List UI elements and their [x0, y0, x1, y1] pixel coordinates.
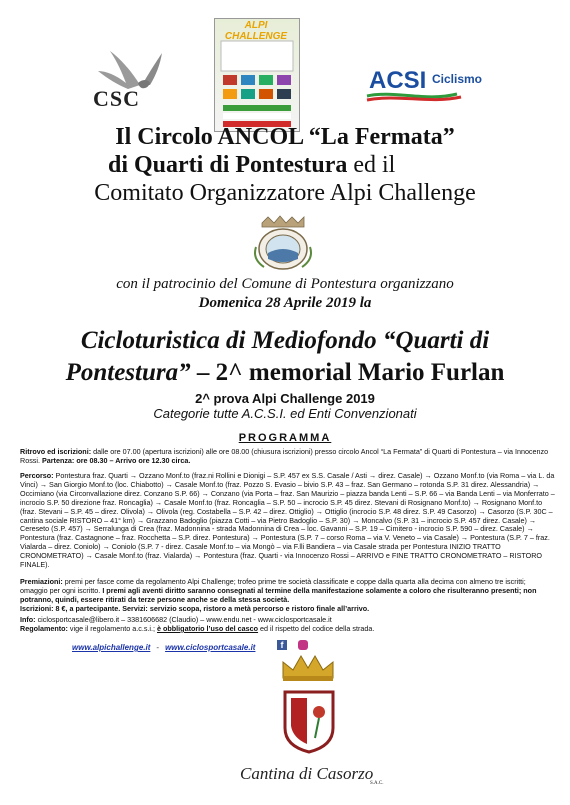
ritrovo-text: dalle ore 07.00 (apertura iscrizioni) alle ore 08.00 (chiusura iscrizioni) presso circolo Ancol “La Fermata” di Quarti di Pontestura – via Innocenzo Rossi. — [20, 447, 549, 465]
event-date: Domenica 28 Aprile 2019 la — [198, 295, 372, 311]
poster-title: ALPI CHALLENGE — [224, 20, 288, 42]
event-subtitle: 2^ prova Alpi Challenge 2019 — [195, 391, 375, 406]
organizer-title-line3: Comitato Organizzatore Alpi Challenge — [94, 180, 476, 206]
premiazioni-paragraph — [20, 578, 555, 614]
organizer-location: di Quarti di Pontestura — [108, 152, 348, 178]
percorso-paragraph — [20, 472, 555, 570]
event-categories: Categorie tutte A.C.S.I. ed Enti Convenzionati — [153, 406, 417, 421]
acsi-logo-text: ACSI — [369, 67, 427, 94]
ritrovo-paragraph — [20, 448, 555, 466]
premiazioni-notice: I premi agli aventi diritto saranno consegnati al termine della manifestazione solamente a coloro che risulteranno presenti; non potranno, quindi, essere ritirati da terze persone anche se della stessa società. — [20, 585, 537, 604]
cantina-shield-icon — [283, 690, 335, 754]
event-title-line2 — [0, 359, 570, 387]
links-separator: - — [156, 643, 160, 652]
acsi-ciclismo-label: Ciclismo — [432, 72, 483, 86]
regolamento-end: ed il rispetto del codice della strada. — [258, 623, 375, 633]
info-paragraph — [20, 616, 555, 634]
event-title-line1: Cicloturistica di Mediofondo “Quarti di — [80, 327, 490, 354]
sponsor-name: Cantina di Casorzo — [240, 764, 374, 783]
pontestura-crest-icon — [250, 215, 316, 273]
csc-logo-text: CSC — [93, 86, 141, 111]
alpichallenge-link[interactable]: www.alpichallenge.it — [72, 643, 151, 652]
partenza-text: Partenza: ore 08.30 – Arrivo ore 12.30 circa. — [41, 455, 191, 465]
facebook-icon[interactable]: f — [277, 640, 287, 650]
organizer-title-line2-rest: ed il — [347, 152, 396, 178]
patronage-text: con il patrocinio del Comune di Pontestura organizzano — [116, 276, 454, 292]
iscrizioni-text: Iscrizioni: 8 €, a partecipante. Servizi: servizio scopa, ristoro a metà percorso e ristoro finale all’arrivo. — [20, 603, 370, 613]
percorso-text: Pontestura fraz. Quarti → Ozzano Monf.to (fraz.ni Rollini e Dionigi – S.P. 457 ex S.S. Casale / Asti → direz. Casale) → Ozzano Monf.to (via Roma – via L. da Vinci) → San Giorgio Monf.to (loc. Chiabotto) → Casale Monf.to (fraz. Pozzo S. Evasio – bivio S.P. 43 – fraz. San Germano – rotonda S.P. 31 direz. Alessandria) → Occimiano (via Circonvallazione direz. Conzano S.P. 66) → Conzano (via Porta – fraz. San Maurizio – piazza banda Lenti – S.P. 66 – via Banda Lenti – via Monferrato – incrocio S.P. 50 direzione fraz. Roncaglia) → Casale Monf.to (fraz. Roncaglia – S.P. 50 – incrocio S.P. 45 direz. Stevani di Rosignano Monf.to) → Rosignano Monf.to (fraz. Stevani – S.P. 45 – direz. Olivola) → Olivola (reg. Costabella – S.P. 42 – direz. Ottiglio) → Ottiglio (incrocio S.P. 48 direz. S.P. 49 Casorzo) → Casorzo (S.P. 30C – cantina sociale RISTORO – 41° km) → Grazzano Badoglio (piazza Cotti – via Pietro Badoglio – S.P. 30) → Moncalvo (S.P. 31 – incrocio S.P. 457 direz. Casale) → Cereseto (S.P. 457) → Serralunga di Crea (fraz. Madonnina - strada Madonnina di Crea – loc. Gavanni – S.P. 19 – Cimitero - incrocio S.P. 590 – direz. Casale) → Pontestura (fraz. Castagnone – fraz. Rocchetta – S.P. direz. Pontestura) → Pontestura (S.P. 7 – corso Roma – via V. Veneto – via Casale) → Pontestura (S.P. 7 – fraz. Vialarda – direz. Coniolo) → Coniolo (S.P. 7 - direz. Casale Monf.to – via Mongò – via F.lli Bandiera – via Casale strada per Pontestura INIZIO TRATTO CRONOMETRATO) → Casale Monf.to (fraz. Vialarda) → Pontestura (fraz. Quarti - via Innocenzo Rossi – ARRIVO e FINE TRATTO CRONOMETRATO – RISTORO FINALE). — [20, 471, 555, 570]
ritrovo-label: Ritrovo ed iscrizioni: — [20, 447, 92, 456]
premiazioni-label: Premiazioni: — [20, 577, 63, 586]
sponsor-suffix: S.A.C. — [370, 781, 384, 786]
percorso-label: Percorso: — [20, 471, 54, 480]
event-title-memorial: – 2^ memorial Mario Furlan — [190, 359, 505, 386]
premiazioni-text: premi per fasce come da regolamento Alpi Challenge; trofeo prime tre società classificate e coppe dalla quarta alla decima con almeno tre iscritti; omaggio per ogni iscritto. — [20, 577, 526, 595]
event-title-location: Pontestura” — [65, 359, 191, 386]
programma-heading: PROGRAMMA — [238, 432, 332, 444]
organizer-title-line2 — [108, 152, 395, 179]
casco-notice: è obbligatorio l’uso del casco — [157, 623, 259, 633]
website-links — [72, 643, 255, 652]
ciclosportcasale-link[interactable]: www.ciclosportcasale.it — [165, 643, 256, 652]
organizer-title-line1: Il Circolo ANCOL “La Fermata” — [115, 124, 455, 150]
instagram-icon[interactable] — [298, 640, 308, 650]
info-label: Info: — [20, 615, 36, 624]
crown-icon — [279, 652, 337, 682]
regolamento-text: vige il regolamento a.c.s.i.; — [67, 623, 158, 633]
info-text: ciclosportcasale@libero.it – 3381606682 (Claudio) – www.endu.net - www.ciclosportcasale.it — [35, 615, 332, 624]
regolamento-label: Regolamento: — [20, 623, 68, 633]
